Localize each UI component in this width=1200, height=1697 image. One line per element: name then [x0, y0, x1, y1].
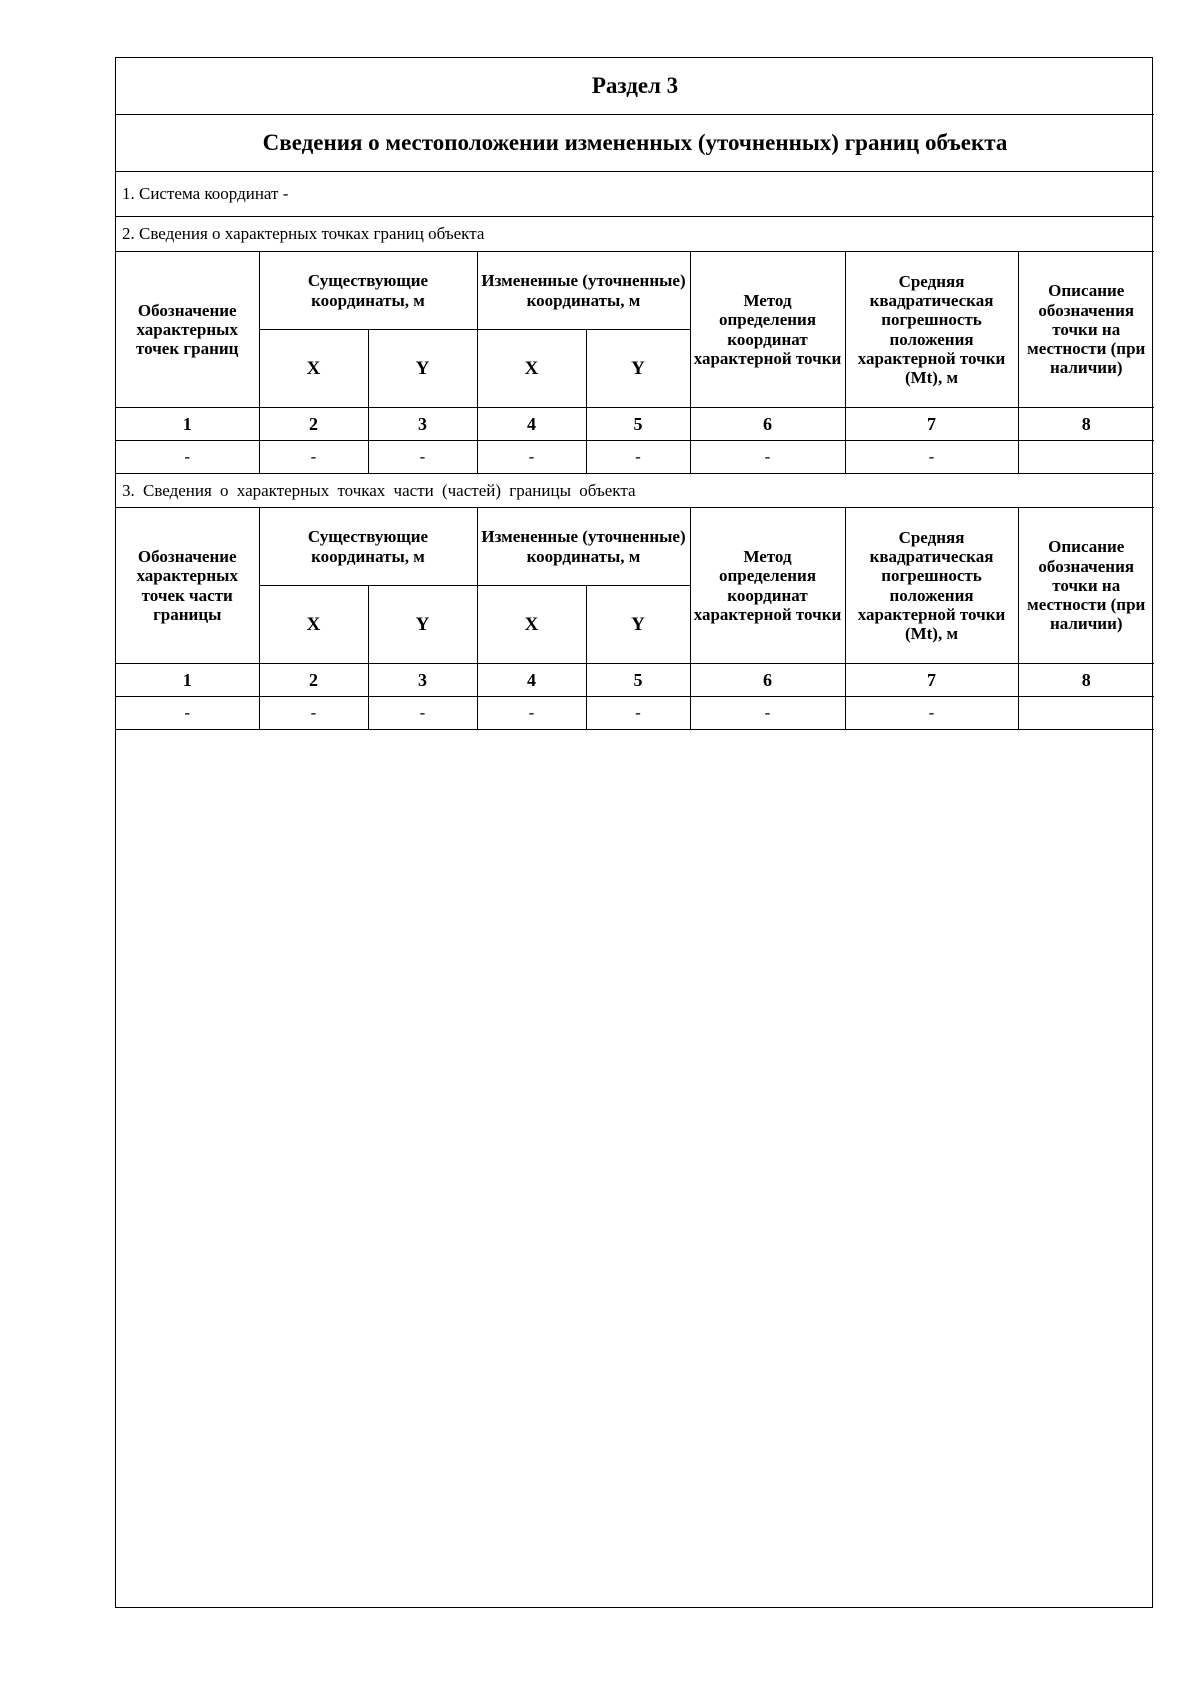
t2-cell: -: [477, 697, 586, 730]
t1-existing-x: X: [259, 330, 368, 408]
t1-cell: -: [116, 441, 259, 474]
t2-existing-x: X: [259, 586, 368, 664]
t2-num-cell: 4: [477, 664, 586, 697]
t2-num-cell: 6: [690, 664, 845, 697]
t2-existing-y: Y: [368, 586, 477, 664]
t2-num-cell: 1: [116, 664, 259, 697]
t2-data-row: [116, 697, 1154, 730]
t2-num-cell: 2: [259, 664, 368, 697]
t2-cell: -: [586, 697, 690, 730]
t2-num-cell: 5: [586, 664, 690, 697]
t1-existing-y: Y: [368, 330, 477, 408]
t2-cell: -: [690, 697, 845, 730]
t2-cell: -: [116, 697, 259, 730]
t2-num-cell: 7: [845, 664, 1018, 697]
t2-col-method: Метод определения координат характерной точки: [690, 508, 845, 664]
t1-num-cell: 6: [690, 408, 845, 441]
t1-num-cell: 1: [116, 408, 259, 441]
t1-num-cell: 3: [368, 408, 477, 441]
t2-num-cell: 8: [1018, 664, 1154, 697]
t1-col-method: Метод определения координат характерной точки: [690, 252, 845, 408]
t1-num-cell: 5: [586, 408, 690, 441]
t2-col-description: Описание обозначения точки на местности (при наличии): [1018, 508, 1154, 664]
t2-col-designation: Обозначение характерных точек части границы: [116, 508, 259, 664]
t2-num-cell: 3: [368, 664, 477, 697]
t2-col-changed: Измененные (уточненные) координаты, м: [477, 508, 690, 586]
t1-cell: -: [259, 441, 368, 474]
document-title: Сведения о местоположении измененных (уточненных) границ объекта: [116, 115, 1154, 172]
t2-changed-y: Y: [586, 586, 690, 664]
t1-cell: -: [586, 441, 690, 474]
t1-cell: -: [477, 441, 586, 474]
t2-col-existing: Существующие координаты, м: [259, 508, 477, 586]
t1-col-changed: Измененные (уточненные) координаты, м: [477, 252, 690, 330]
t1-col-error: Средняя квадратическая погрешность положения характерной точки (Mt), м: [845, 252, 1018, 408]
t2-cell: -: [259, 697, 368, 730]
t1-changed-y: Y: [586, 330, 690, 408]
document-frame: [115, 57, 1153, 1608]
t1-cell: [1018, 441, 1154, 474]
section-title: Раздел 3: [116, 58, 1154, 115]
t2-col-error: Средняя квадратическая погрешность положения характерной точки (Mt), м: [845, 508, 1018, 664]
t1-col-description: Описание обозначения точки на местности (при наличии): [1018, 252, 1154, 408]
t2-changed-x: X: [477, 586, 586, 664]
t2-cell: -: [368, 697, 477, 730]
t1-number-row: [116, 408, 1154, 441]
t1-num-cell: 7: [845, 408, 1018, 441]
t1-col-existing: Существующие координаты, м: [259, 252, 477, 330]
t2-cell: -: [845, 697, 1018, 730]
section3-table: [116, 58, 1154, 730]
t1-data-row: [116, 441, 1154, 474]
table1-caption: 2. Сведения о характерных точках границ объекта: [116, 217, 1154, 252]
t2-cell: [1018, 697, 1154, 730]
coordinate-system: 1. Система координат -: [116, 172, 1154, 217]
t1-cell: -: [690, 441, 845, 474]
t1-num-cell: 4: [477, 408, 586, 441]
t1-num-cell: 2: [259, 408, 368, 441]
t2-number-row: [116, 664, 1154, 697]
t1-cell: -: [845, 441, 1018, 474]
table2-caption: 3. Сведения о характерных точках части (частей) границы объекта: [116, 474, 1154, 508]
t1-num-cell: 8: [1018, 408, 1154, 441]
t1-col-designation: Обозначение характерных точек границ: [116, 252, 259, 408]
t1-cell: -: [368, 441, 477, 474]
t1-changed-x: X: [477, 330, 586, 408]
